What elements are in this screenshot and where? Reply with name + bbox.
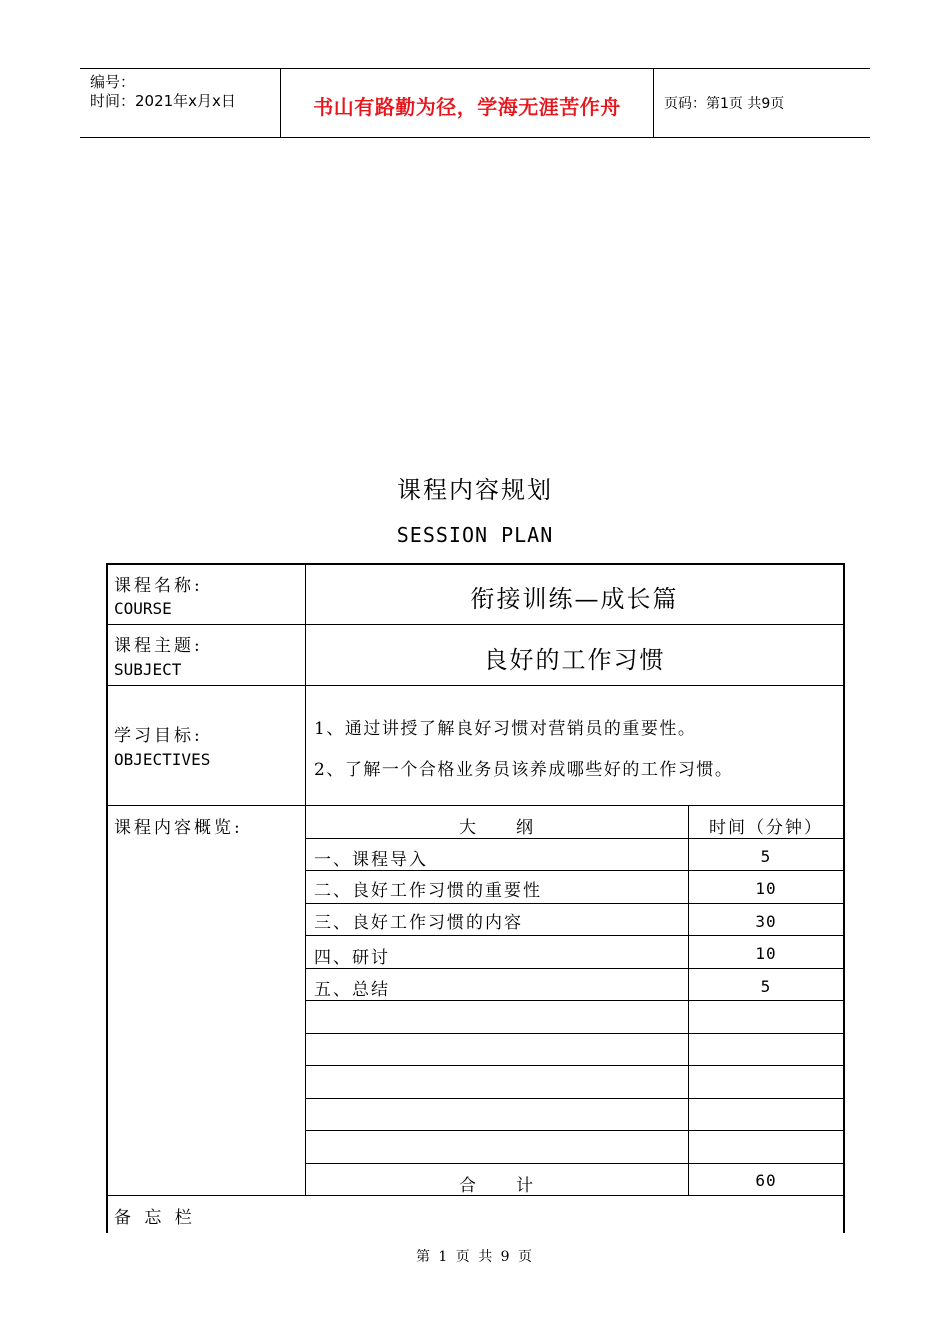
time-column-header: 时间（分钟） <box>709 818 823 838</box>
grid-line <box>305 1098 845 1099</box>
time-cell: 30 <box>755 912 777 931</box>
subject-label-en: SUBJECT <box>114 660 182 679</box>
grid-line <box>305 1000 845 1001</box>
objectives-label-cn: 学习目标: <box>114 726 203 746</box>
memo-label: 备 忘 栏 <box>114 1208 196 1228</box>
course-value: 衔接训练—成长篇 <box>470 585 679 613</box>
outline-cell: 四、研讨 <box>314 948 390 968</box>
course-label-en: COURSE <box>114 599 172 618</box>
total-time: 60 <box>755 1171 777 1190</box>
grid-line <box>305 1065 845 1066</box>
subject-value: 良好的工作习惯 <box>483 646 666 674</box>
course-label-cn: 课程名称: <box>114 576 203 596</box>
grid-line <box>305 870 845 871</box>
table-border-top <box>106 563 845 565</box>
time-cell: 5 <box>760 847 772 866</box>
table-border-left <box>106 563 108 1233</box>
header-motto-cell <box>281 69 654 137</box>
row-divider <box>106 624 845 625</box>
table-border-right <box>843 563 845 1233</box>
grid-line <box>305 1163 845 1164</box>
page-info: 页码：第1页 共9页 <box>664 96 785 112</box>
grid-line <box>305 1130 845 1131</box>
grid-line <box>305 968 845 969</box>
outline-cell: 五、总结 <box>314 980 390 1000</box>
overview-label: 课程内容概览: <box>114 818 243 838</box>
time-label: 时间：2021年x月x日 <box>90 92 236 110</box>
page-footer: 第 1 页 共 9 页 <box>415 1249 535 1265</box>
objective-item: 1、通过讲授了解良好习惯对营销员的重要性。 <box>314 719 697 739</box>
page-title: 课程内容规划 <box>397 476 553 504</box>
time-cell: 10 <box>755 879 777 898</box>
subject-label-cn: 课程主题: <box>114 636 203 656</box>
row-divider <box>106 805 845 806</box>
outline-column-header: 大 纲 <box>459 818 535 838</box>
time-cell: 5 <box>760 977 772 996</box>
total-label: 合 计 <box>459 1176 535 1196</box>
outline-cell: 二、良好工作习惯的重要性 <box>314 881 542 901</box>
motto-text: 书山有路勤为径，学海无涯苦作舟 <box>313 95 621 119</box>
outline-cell: 一、课程导入 <box>314 850 428 870</box>
grid-line <box>305 935 845 936</box>
header-meta-cell <box>80 69 281 137</box>
outline-cell: 三、良好工作习惯的内容 <box>314 913 523 933</box>
time-cell: 10 <box>755 944 777 963</box>
objectives-label-en: OBJECTIVES <box>114 750 211 769</box>
header-page-cell <box>654 69 870 137</box>
objective-item: 2、了解一个合格业务员该养成哪些好的工作习惯。 <box>314 760 734 780</box>
grid-line <box>305 903 845 904</box>
session-plan-table <box>106 563 845 1233</box>
page-subtitle: SESSION PLAN <box>396 523 554 547</box>
serial-label: 编号： <box>90 73 136 91</box>
row-divider <box>106 685 845 686</box>
document-header <box>80 68 870 138</box>
grid-line <box>305 838 845 839</box>
grid-line <box>305 1033 845 1034</box>
